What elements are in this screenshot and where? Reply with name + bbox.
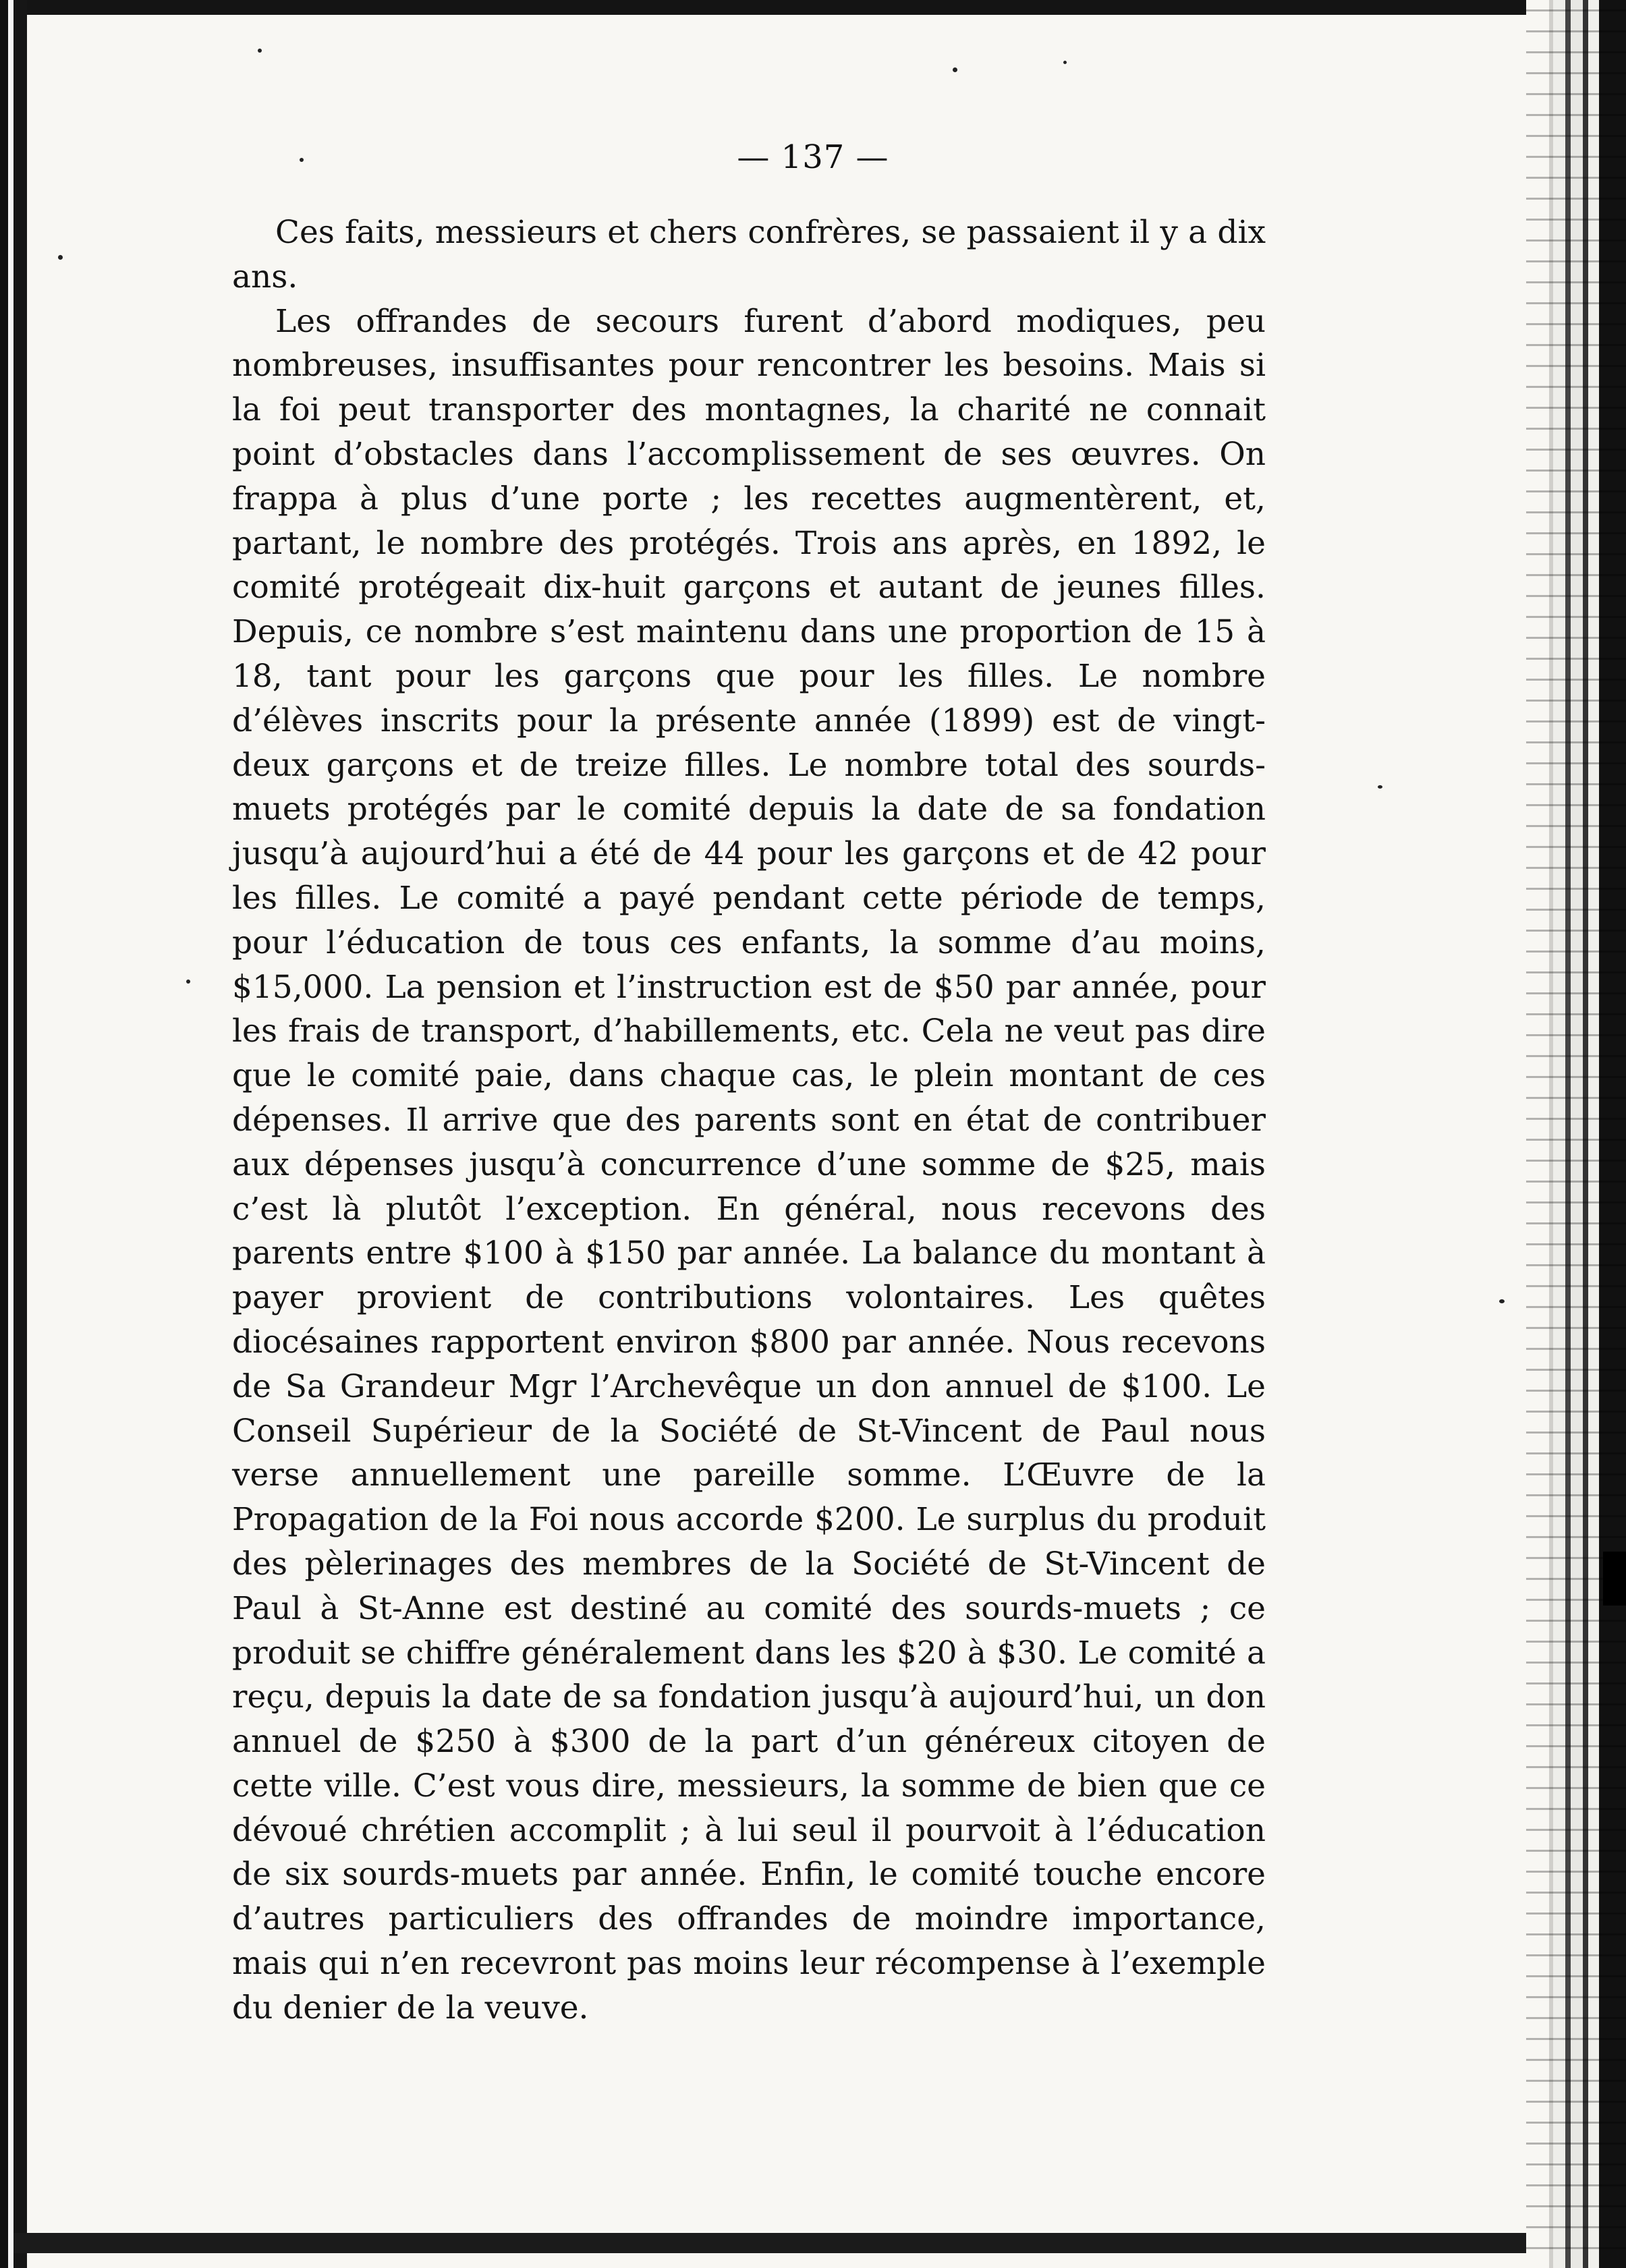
scan-border-top <box>19 0 1584 15</box>
dust-speck <box>258 49 262 53</box>
scan-edge-mark <box>1603 1552 1626 1606</box>
paragraph-main: Les offrandes de secours furent d’abord modiques, peu nombreuses, insuffisantes pour rencontrer les besoins. Mais si la foi peut transporter des montagnes, la charité ne connait point d’obstacles dans l’accomplissement de ses œuvres. On frappa à plus d’une porte ; les recettes augmentèrent, et, partant, le nombre des protégés. Trois ans après, en 1892, le comité protégeait dix-huit garçons et autant de jeunes filles. Depuis, ce nombre s’est maintenu dans une proportion de 15 à 18, tant pour les garçons que pour les filles. Le nombre d’élèves inscrits pour la présente année (1899) est de vingt-deux garçons et de treize filles. Le nombre total des sourds-muets protégés par le comité depuis la date de sa fondation jusqu’à aujourd’hui a été de 44 pour les garçons et de 42 pour les filles. Le comité a payé pendant cette période de temps, pour l’éducation de tous ces enfants, la somme d’au moins, $15,000. La pension et l’instruction est de $50 par année, pour les frais de transport, d’habillements, etc. Cela ne veut pas dire que le comité paie, dans chaque cas, le plein montant de ces dépenses. Il arrive que des parents sont en état de contribuer aux dépenses jusqu’à concurrence d’une somme de $25, mais c’est là plutôt l’exception. En général, nous recevons des parents entre $100 à $150 par année. La balance du montant à payer provient de contributions volontaires. Les quêtes diocésaines rapportent environ $800 par année. Nous recevons de Sa Grandeur Mgr l’Archevêque un don annuel de $100. Le Conseil Supérieur de la Société de St-Vincent de Paul nous verse annuellement une pareille somme. L’Œuvre de la Propagation de la Foi nous accorde $200. Le surplus du produit des pèlerinages des membres de la Société de St-Vincent de Paul à St-Anne est destiné au comité des sourds-muets ; ce produit se chiffre généralement dans les $20 à $30. Le comité a reçu, depuis la date de sa fondation jusqu’à aujourd’hui, un don annuel de $250 à $300 de la part d’un généreux citoyen de cette ville. C’est vous dire, messieurs, la somme de bien que ce dévoué chrétien accomplit ; à lui seul il pourvoit à l’éducation de six sourds-muets par année. Enfin, le comité touche encore d’autres particuliers des offrandes de moindre importance, mais qui n’en recevront pas moins leur récompense à l’exemple du denier de la veuve. <box>232 302 1266 2026</box>
dust-speck <box>953 67 957 72</box>
paragraph-opening: Ces faits, messieurs et chers confrères, se passaient il y a dix ans. <box>232 214 1266 295</box>
dust-speck <box>58 255 63 260</box>
dust-speck <box>1063 61 1067 64</box>
scan-border-bottom <box>13 2233 1565 2253</box>
dust-speck <box>186 980 190 984</box>
dust-speck <box>1378 785 1382 789</box>
dust-speck <box>1499 1299 1505 1303</box>
page-number: — 137 — <box>737 138 889 176</box>
scan-border-right <box>1526 0 1626 2268</box>
scan-border-left <box>0 0 27 2268</box>
body-text <box>232 210 1266 2031</box>
